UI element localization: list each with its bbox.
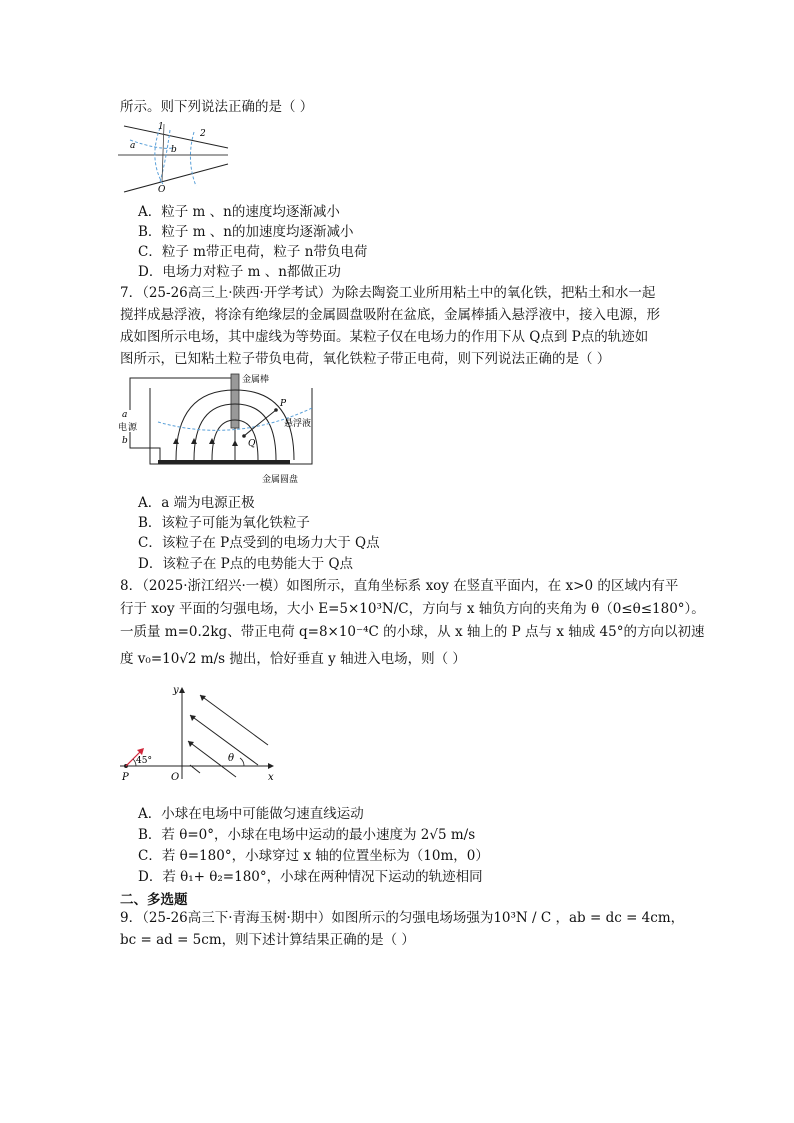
q7-stem-line-4: 图所示，已知粘土粒子带负电荷，氧化铁粒子带正电荷，则下列说法正确的是（ ） bbox=[120, 351, 611, 367]
q7-fig-source-a: a bbox=[122, 410, 128, 420]
q6-fig-label-O: O bbox=[158, 185, 166, 195]
q8-fig-label-y: y bbox=[173, 685, 179, 696]
q7-option-c: C．该粒子在 P点受到的电场力大于 Q点 bbox=[138, 535, 380, 551]
q8-fig-label-x: x bbox=[268, 772, 274, 783]
q8-stem-line-4: 度 v₀=10√2 m/s 抛出，恰好垂直 y 轴进入电场，则（ ） bbox=[120, 651, 466, 667]
q6-fig-label-1: 1 bbox=[158, 122, 164, 132]
q8-option-c: C．若 θ=180°，小球穿过 x 轴的位置坐标为（10m，0） bbox=[138, 848, 489, 864]
q7-fig-rod-label: 金属棒 bbox=[242, 375, 270, 385]
q8-fig-label-theta: θ bbox=[228, 753, 235, 764]
q8-fig-label-45: 45° bbox=[136, 756, 152, 766]
q6-option-a: A．粒子 m 、n的速度均逐渐减小 bbox=[138, 204, 340, 220]
q7-fig-disc-label: 金属圆盘 bbox=[262, 475, 299, 485]
q7-option-d: D．该粒子在 P点的电势能大于 Q点 bbox=[138, 556, 354, 572]
q7-fig-source-b: b bbox=[122, 436, 128, 446]
q8-stem-line-1: 8．（2025·浙江绍兴·一模）如图所示，直角坐标系 xoy 在竖直平面内，在 x>0 的区域内有平 bbox=[120, 578, 679, 594]
q8-option-a: A．小球在电场中可能做匀速直线运动 bbox=[138, 806, 364, 822]
q6-fig-label-a: a bbox=[130, 141, 136, 151]
q9-stem-line-2: bc = ad = 5cm，则下述计算结果正确的是（ ） bbox=[120, 932, 415, 948]
q7-fig-source-label-2: 源 bbox=[128, 423, 138, 433]
q7-stem-line-1: 7．（25-26高三上·陕西·开学考试）为除去陶瓷工业所用粘土中的氧化铁，把粘土和水一起 bbox=[120, 285, 656, 301]
q8-fig-label-P: P bbox=[122, 772, 129, 783]
q7-option-b: B．该粒子可能为氧化铁粒子 bbox=[138, 515, 310, 531]
q7-metal-disc bbox=[158, 460, 290, 464]
q8-option-b: B．若 θ=0°，小球在电场中运动的最小速度为 2√5 m/s bbox=[138, 827, 476, 843]
q7-option-a: A．a 端为电源正极 bbox=[138, 495, 255, 511]
q8-figure bbox=[118, 683, 278, 783]
q6-fig-label-b: b bbox=[171, 145, 177, 155]
q6-fig-label-2: 2 bbox=[200, 129, 206, 139]
q8-stem-line-3: 一质量 m=0.2kg、带正电荷 q=8×10⁻⁴C 的小球，从 x 轴上的 P 点与 x 轴成 45°的方向以初速 bbox=[120, 624, 705, 640]
q8-stem-line-2: 行于 xoy 平面的匀强电场，大小 E=5×10³N/C，方向与 x 轴负方向的夹角为 θ（0≤θ≤180°）。 bbox=[120, 601, 705, 617]
q7-stem-line-3: 成如图所示电场，其中虚线为等势面。某粒子仅在电场力的作用下从 Q点到 P点的轨迹如 bbox=[120, 329, 649, 345]
q7-fig-label-P: P bbox=[280, 399, 287, 409]
q6-stem-tail: 所示。则下列说法正确的是（ ） bbox=[120, 99, 314, 115]
q6-option-d: D．电场力对粒子 m 、n都做正功 bbox=[138, 264, 341, 280]
q8-fig-label-O: O bbox=[171, 772, 180, 783]
q9-stem-line-1: 9．（25-26高三下·青海玉树·期中）如图所示的匀强电场场强为10³N / C ，ab = dc = 4cm， bbox=[120, 910, 685, 926]
q7-stem-line-2: 搅拌成悬浮液，将涂有绝缘层的金属圆盘吸附在盆底，金属棒插入悬浮液中，接入电源，形 bbox=[120, 307, 660, 323]
q7-fig-suspension-label: 悬浮液 bbox=[284, 419, 312, 429]
q8-option-d: D．若 θ₁+ θ₂=180°，小球在两种情况下运动的轨迹相同 bbox=[138, 869, 483, 885]
q7-fig-source-label-1: 电 bbox=[118, 423, 128, 433]
q7-fig-label-Q: Q bbox=[248, 439, 256, 449]
q6-figure bbox=[118, 120, 238, 195]
q7-figure bbox=[116, 370, 326, 488]
q6-option-b: B．粒子 m 、n的加速度均逐渐减小 bbox=[138, 224, 354, 240]
q6-option-c: C．粒子 m带正电荷，粒子 n带负电荷 bbox=[138, 244, 368, 260]
section-title-multiple-choice: 二、多选题 bbox=[120, 892, 188, 908]
